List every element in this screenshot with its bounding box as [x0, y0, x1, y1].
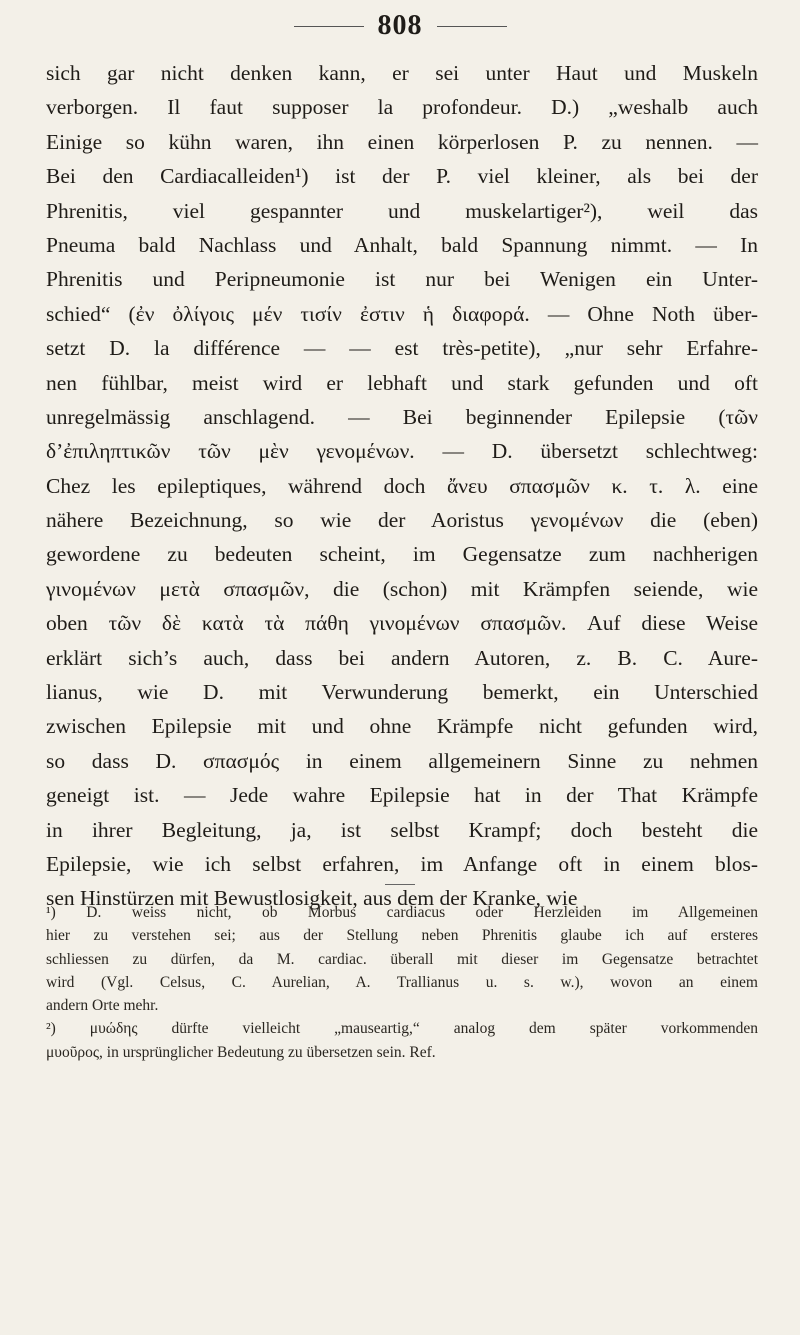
- text-line: so dass D. σπασμός in einem allgemeinern Sinne zu nehmen: [46, 748, 758, 773]
- text-line: nen fühlbar, meist wird er lebhaft und stark gefunden und oft: [46, 370, 758, 395]
- text-line: schied“ (ἐν ὀλίγοις μέν τισίν ἐστιν ἡ διαφορά. — Ohne Noth über-: [46, 301, 758, 326]
- text-line: Pneuma bald Nachlass und Anhalt, bald Spannung nimmt. — In: [46, 232, 758, 257]
- page-header: [0, 8, 800, 44]
- footnote-separator: [385, 884, 415, 885]
- text-line: Bei den Cardiacalleiden¹) ist der P. viel kleiner, als bei der: [46, 164, 758, 189]
- text-line: verborgen. Il faut supposer la profondeur. D.) „weshalb auch: [46, 95, 758, 120]
- text-line: γινομένων μετὰ σπασμῶν, die (schon) mit Krämpfen seiende, wie: [46, 576, 758, 601]
- footnote-line: wird (Vgl. Celsus, C. Aurelian, A. Trallianus u. s. w.), wovon an einem: [46, 973, 758, 991]
- header-rule-right: [437, 26, 507, 27]
- text-line: lianus, wie D. mit Verwunderung bemerkt, ein Unterschied: [46, 680, 758, 705]
- text-line: gewordene zu bedeuten scheint, im Gegensatze zum nachherigen: [46, 542, 758, 567]
- text-line: nähere Bezeichnung, so wie der Aoristus γενομένων die (eben): [46, 508, 758, 533]
- text-line: erklärt sich’s auch, dass bei andern Autoren, z. B. C. Aure-: [46, 645, 758, 670]
- footnote-line: hier zu verstehen sei; aus der Stellung neben Phrenitis glaube ich auf ersteres: [46, 927, 758, 945]
- main-text: [46, 56, 758, 916]
- text-line: Chez les epileptiques, während doch ἄνευ σπασμῶν κ. τ. λ. eine: [46, 473, 758, 498]
- text-line: setzt D. la différence — — est très-petite), „nur sehr Erfahre-: [46, 336, 758, 361]
- text-line: unregelmässig anschlagend. — Bei beginnender Epilepsie (τῶν: [46, 404, 758, 429]
- text-line: Epilepsie, wie ich selbst erfahren, im Anfange oft in einem blos-: [46, 851, 758, 876]
- text-line: zwischen Epilepsie mit und ohne Krämpfe nicht gefunden wird,: [46, 714, 758, 739]
- text-line: geneigt ist. — Jede wahre Epilepsie hat in der That Krämpfe: [46, 783, 758, 808]
- footnote-line: ¹) D. weiss nicht, ob Morbus cardiacus oder Herzleiden im Allgemeinen: [46, 904, 758, 921]
- text-line: δ’ἐπιληπτικῶν τῶν μὲν γενομένων. — D. übersetzt schlechtweg:: [46, 439, 758, 464]
- footnote-line: ²) μυώδης dürfte vielleicht „mauseartig,“ analog dem später vorkommenden: [46, 1020, 758, 1038]
- footnotes: [46, 901, 758, 1064]
- footnote-line: μυοῦρος, in ursprünglicher Bedeutung zu übersetzen sein. Ref.: [46, 1043, 436, 1061]
- header-rule-left: [294, 26, 364, 27]
- text-line: in ihrer Begleitung, ja, ist selbst Krampf; doch besteht die: [46, 817, 758, 842]
- text-line: Einige so kühn waren, ihn einen körperlosen P. zu nennen. —: [46, 129, 758, 154]
- footnote-line: schliessen zu dürfen, da M. cardiac. überall mit dieser im Gegensatze betrachtet: [46, 950, 758, 968]
- text-line: sen Hinstürzen mit Bewustlosigkeit, aus dem der Kranke, wie: [46, 886, 578, 911]
- page-number: 808: [377, 10, 423, 41]
- text-line: Phrenitis, viel gespannter und muskelartiger²), weil das: [46, 198, 758, 223]
- footnote-line: andern Orte mehr.: [46, 997, 159, 1015]
- text-line: oben τῶν δὲ κατὰ τὰ πάθη γινομένων σπασμῶν. Auf diese Weise: [46, 611, 758, 636]
- text-line: Phrenitis und Peripneumonie ist nur bei Wenigen ein Unter-: [46, 267, 758, 292]
- text-line: sich gar nicht denken kann, er sei unter Haut und Muskeln: [46, 61, 758, 85]
